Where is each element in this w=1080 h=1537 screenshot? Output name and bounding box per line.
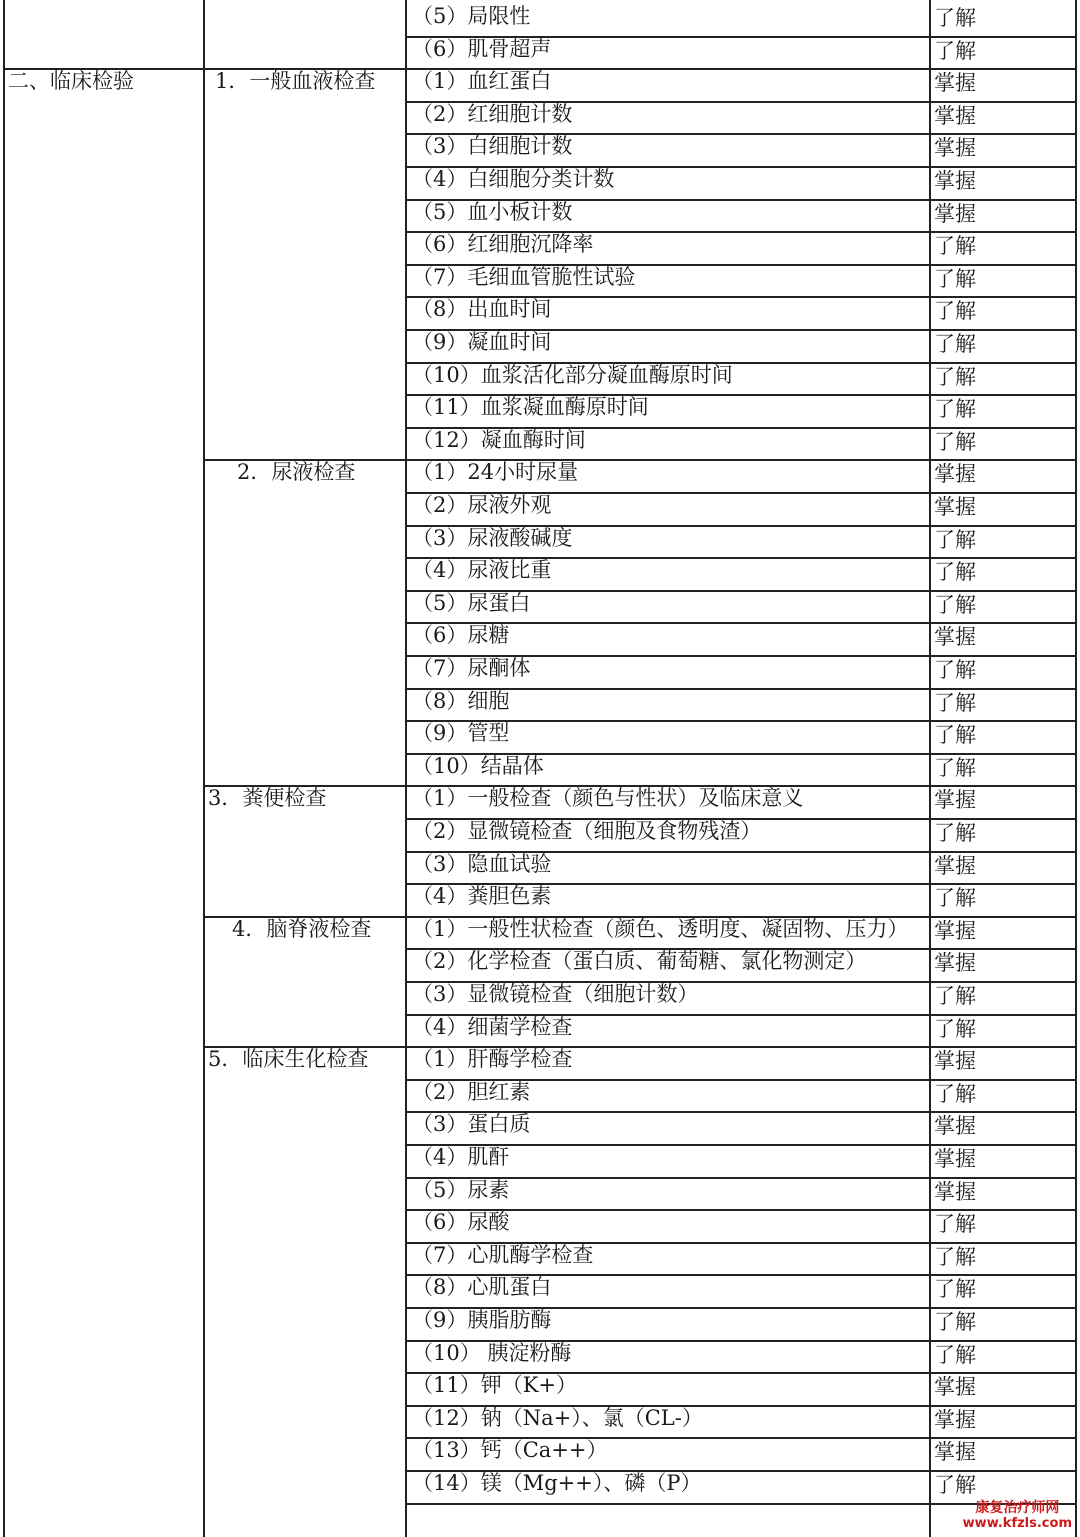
mastery-level: 掌握 xyxy=(934,495,976,519)
exam-item: （2）胆红素 xyxy=(412,1079,531,1104)
mastery-level: 了解 xyxy=(934,1342,976,1367)
exam-item: （2）尿液外观 xyxy=(412,493,552,517)
exam-item: （2）红细胞计数 xyxy=(412,101,573,126)
mastery-level: 掌握 xyxy=(934,169,976,193)
exam-item: （4）白细胞分类计数 xyxy=(412,167,615,191)
mastery-level: 了解 xyxy=(934,6,976,30)
exam-item: （3）白细胞计数 xyxy=(412,134,573,159)
exam-item: （3）尿液酸碱度 xyxy=(412,525,573,550)
exam-item: （12）凝血酶时间 xyxy=(412,427,586,452)
mastery-level: 了解 xyxy=(934,821,976,845)
mastery-level: 掌握 xyxy=(934,136,976,161)
exam-item: （5）尿素 xyxy=(412,1177,510,1202)
exam-item: （6）红细胞沉降率 xyxy=(412,232,594,257)
exam-item: （5）局限性 xyxy=(412,4,531,28)
exam-item: （10）结晶体 xyxy=(412,753,544,778)
mastery-level: 掌握 xyxy=(934,853,976,878)
exam-item: （7）心肌酶学检查 xyxy=(412,1242,594,1267)
exam-item: （5）尿蛋白 xyxy=(412,590,531,615)
mastery-level: 了解 xyxy=(934,429,976,454)
exam-item: （2）显微镜检查（细胞及食物残渣） xyxy=(412,819,762,843)
mastery-level: 掌握 xyxy=(934,788,976,813)
exam-item: （11）钾（K+） xyxy=(412,1373,578,1398)
section-title: 二、临床检验 xyxy=(8,69,134,94)
exam-item: （12）钠（Na+）、氯（CL-） xyxy=(412,1405,703,1430)
mastery-level: 了解 xyxy=(934,332,976,356)
exam-item: （7）毛细血管脆性试验 xyxy=(412,264,636,289)
mastery-level: 了解 xyxy=(934,984,976,1008)
mastery-level: 了解 xyxy=(934,1212,976,1237)
mastery-level: 了解 xyxy=(934,690,976,715)
exam-item: （4）细菌学检查 xyxy=(412,1014,573,1039)
group-title: 1．一般血液检查 xyxy=(215,69,376,94)
exam-item: （1）一般性状检查（颜色、透明度、凝固物、压力） xyxy=(412,916,909,941)
group-title: 4．脑脊液检查 xyxy=(232,916,372,941)
mastery-level: 了解 xyxy=(934,266,976,291)
exam-item: （9）胰脂肪酶 xyxy=(412,1308,552,1332)
mastery-level: 掌握 xyxy=(934,71,976,96)
mastery-level: 了解 xyxy=(934,723,976,748)
mastery-level: 了解 xyxy=(934,755,976,780)
exam-item: （8）心肌蛋白 xyxy=(412,1275,552,1300)
mastery-level: 掌握 xyxy=(934,918,976,943)
mastery-level: 了解 xyxy=(934,299,976,324)
mastery-level: 掌握 xyxy=(934,1440,976,1465)
mastery-level: 掌握 xyxy=(934,1179,976,1204)
exam-item: （6）尿酸 xyxy=(412,1210,510,1235)
exam-item: （4）尿液比重 xyxy=(412,558,552,583)
exam-item: （14）镁（Mg++）、磷（P） xyxy=(412,1471,702,1495)
mastery-level: 掌握 xyxy=(934,1114,976,1139)
mastery-level: 了解 xyxy=(934,1310,976,1334)
group-title: 3．粪便检查 xyxy=(208,786,327,811)
mastery-level: 掌握 xyxy=(934,1049,976,1074)
mastery-level: 了解 xyxy=(934,397,976,422)
exam-item: （8）细胞 xyxy=(412,688,510,713)
exam-item: （8）出血时间 xyxy=(412,297,552,322)
mastery-level: 掌握 xyxy=(934,1147,976,1171)
mastery-level: 掌握 xyxy=(934,1375,976,1400)
mastery-level: 了解 xyxy=(934,886,976,911)
exam-item: （3）显微镜检查（细胞计数） xyxy=(412,982,699,1006)
exam-item: （7）尿酮体 xyxy=(412,656,531,680)
exam-item: （9）管型 xyxy=(412,721,510,746)
mastery-level: 了解 xyxy=(934,364,976,389)
exam-item: （1）血红蛋白 xyxy=(412,69,552,94)
mastery-level: 掌握 xyxy=(934,201,976,226)
exam-item: （13）钙（Ca++） xyxy=(412,1438,608,1463)
mastery-level: 掌握 xyxy=(934,1407,976,1432)
mastery-level: 掌握 xyxy=(934,625,976,650)
watermark-url: www.kfzls.com xyxy=(962,1516,1072,1531)
exam-item: （3）隐血试验 xyxy=(412,851,552,876)
exam-item: （9）凝血时间 xyxy=(412,330,552,354)
group-title: 2．尿液检查 xyxy=(237,460,356,485)
mastery-level: 了解 xyxy=(934,1081,976,1106)
column-rule xyxy=(203,0,205,1537)
group-title: 5．临床生化检查 xyxy=(208,1047,369,1072)
exam-item: （6）肌骨超声 xyxy=(412,36,552,61)
exam-item: （1）24小时尿量 xyxy=(412,460,579,485)
mastery-level: 了解 xyxy=(934,560,976,585)
watermark-site-name: 康复治疗师网 xyxy=(975,1500,1060,1516)
exam-item: （6）尿糖 xyxy=(412,623,510,648)
exam-item: （1）一般检查（颜色与性状）及临床意义 xyxy=(412,786,804,811)
exam-item: （3）蛋白质 xyxy=(412,1112,531,1137)
mastery-level: 了解 xyxy=(934,38,976,63)
mastery-level: 了解 xyxy=(934,1473,976,1497)
exam-item: （5）血小板计数 xyxy=(412,199,573,224)
mastery-level: 了解 xyxy=(934,234,976,259)
watermark xyxy=(963,1500,1072,1531)
mastery-level: 了解 xyxy=(934,1244,976,1269)
exam-item: （10） 胰淀粉酶 xyxy=(412,1340,572,1365)
exam-item: （1）肝酶学检查 xyxy=(412,1047,573,1072)
column-rule xyxy=(3,0,5,1537)
mastery-level: 掌握 xyxy=(934,103,976,128)
mastery-level: 了解 xyxy=(934,1016,976,1041)
mastery-level: 了解 xyxy=(934,1277,976,1302)
mastery-level: 掌握 xyxy=(934,462,976,487)
exam-item: （4）粪胆色素 xyxy=(412,884,552,909)
exam-item: （4）肌酐 xyxy=(412,1145,510,1169)
exam-item: （11）血浆凝血酶原时间 xyxy=(412,395,649,420)
exam-item: （2）化学检查（蛋白质、葡萄糖、氯化物测定） xyxy=(412,949,867,974)
mastery-level: 了解 xyxy=(934,592,976,617)
mastery-level: 了解 xyxy=(934,658,976,682)
mastery-level: 了解 xyxy=(934,527,976,552)
exam-item: （10）血浆活化部分凝血酶原时间 xyxy=(412,362,733,387)
mastery-level: 掌握 xyxy=(934,951,976,976)
